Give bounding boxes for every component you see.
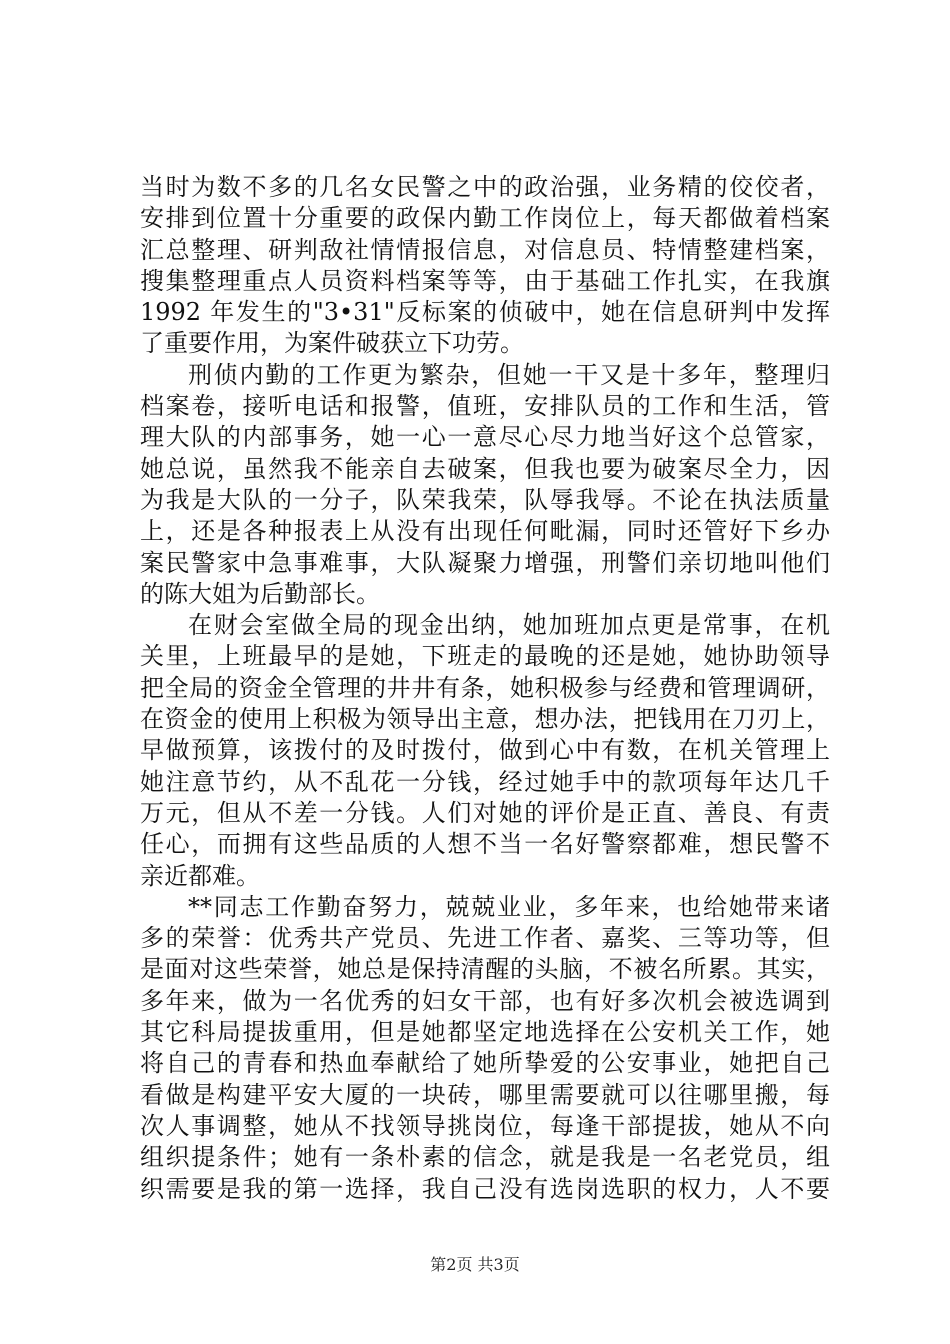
text-line: 的陈大姐为后勤部长。	[140, 579, 380, 608]
text-line: 多的荣誉：优秀共产党员、先进工作者、嘉奖、三等功等，但	[140, 924, 830, 953]
text-line: 把全局的资金全管理的井井有条，她积极参与经费和管理调研，	[140, 673, 830, 702]
text-line: 将自己的青春和热血奉献给了她所挚爱的公安事业，她把自己	[140, 1049, 830, 1078]
text-line: 她总说，虽然我不能亲自去破案，但我也要为破案尽全力，因	[140, 454, 830, 483]
document-body	[140, 172, 830, 1205]
text-line: 其它科局提拔重用，但是她都坚定地选择在公安机关工作，她	[140, 1018, 830, 1047]
text-line: 次人事调整，她从不找领导挑岗位，每逢干部提拔，她从不向	[140, 1111, 830, 1140]
text-line: 看做是构建平安大厦的一块砖，哪里需要就可以往哪里搬，每	[140, 1080, 830, 1109]
text-line: 早做预算，该拨付的及时拨付，做到心中有数，在机关管理上	[140, 736, 830, 765]
text-line: 万元，但从不差一分钱。人们对她的评价是正直、善良、有责	[140, 798, 830, 827]
text-line: 在资金的使用上积极为领导出主意，想办法，把钱用在刀刃上，	[140, 705, 830, 734]
text-line: 了重要作用，为案件破获立下功劳。	[140, 329, 524, 358]
text-line: 为我是大队的一分子，队荣我荣，队辱我辱。不论在执法质量	[140, 485, 830, 514]
text-line: 1992 年发生的"3•31"反标案的侦破中，她在信息研判中发挥	[140, 298, 830, 327]
text-line: 多年来，做为一名优秀的妇女干部，也有好多次机会被选调到	[140, 986, 830, 1015]
text-line: 亲近都难。	[140, 861, 260, 890]
paragraph-1	[140, 172, 830, 360]
text-line: 上，还是各种报表上从没有出现任何毗漏，同时还管好下乡办	[140, 517, 830, 546]
paragraph-2	[140, 360, 830, 610]
text-line: 在财会室做全局的现金出纳，她加班加点更是常事，在机	[188, 611, 830, 640]
page-footer: 第2页 共3页	[430, 1255, 520, 1274]
paragraph-4	[140, 892, 830, 1205]
text-line: 她注意节约，从不乱花一分钱，经过她手中的款项每年达几千	[140, 767, 830, 796]
text-line: 刑侦内勤的工作更为繁杂，但她一干又是十多年，整理归	[188, 360, 830, 389]
text-line: 理大队的内部事务，她一心一意尽心尽力地当好这个总管家，	[140, 423, 830, 452]
text-line: 是面对这些荣誉，她总是保持清醒的头脑，不被名所累。其实，	[140, 955, 830, 984]
text-line: 任心，而拥有这些品质的人想不当一名好警察都难，想民警不	[140, 830, 830, 859]
text-line: 组织提条件；她有一条朴素的信念，就是我是一名老党员，组	[140, 1143, 830, 1172]
paragraph-3	[140, 610, 830, 892]
text-line: **同志工作勤奋努力，兢兢业业，多年来，也给她带来诸	[188, 892, 830, 921]
text-line: 档案卷，接听电话和报警，值班，安排队员的工作和生活，管	[140, 392, 830, 421]
text-line: 织需要是我的第一选择，我自己没有选岗选职的权力，人不要	[140, 1174, 830, 1203]
text-line: 汇总整理、研判敌社情情报信息，对信息员、特情整建档案，	[140, 235, 830, 264]
text-line: 搜集整理重点人员资料档案等等，由于基础工作扎实，在我旗	[140, 266, 830, 295]
text-line: 案民警家中急事难事，大队凝聚力增强，刑警们亲切地叫他们	[140, 548, 830, 577]
text-line: 安排到位置十分重要的政保内勤工作岗位上，每天都做着档案	[140, 204, 830, 233]
text-line: 关里，上班最早的是她，下班走的最晚的还是她，她协助领导	[140, 642, 830, 671]
text-line: 当时为数不多的几名女民警之中的政治强，业务精的佼佼者，	[140, 173, 830, 201]
